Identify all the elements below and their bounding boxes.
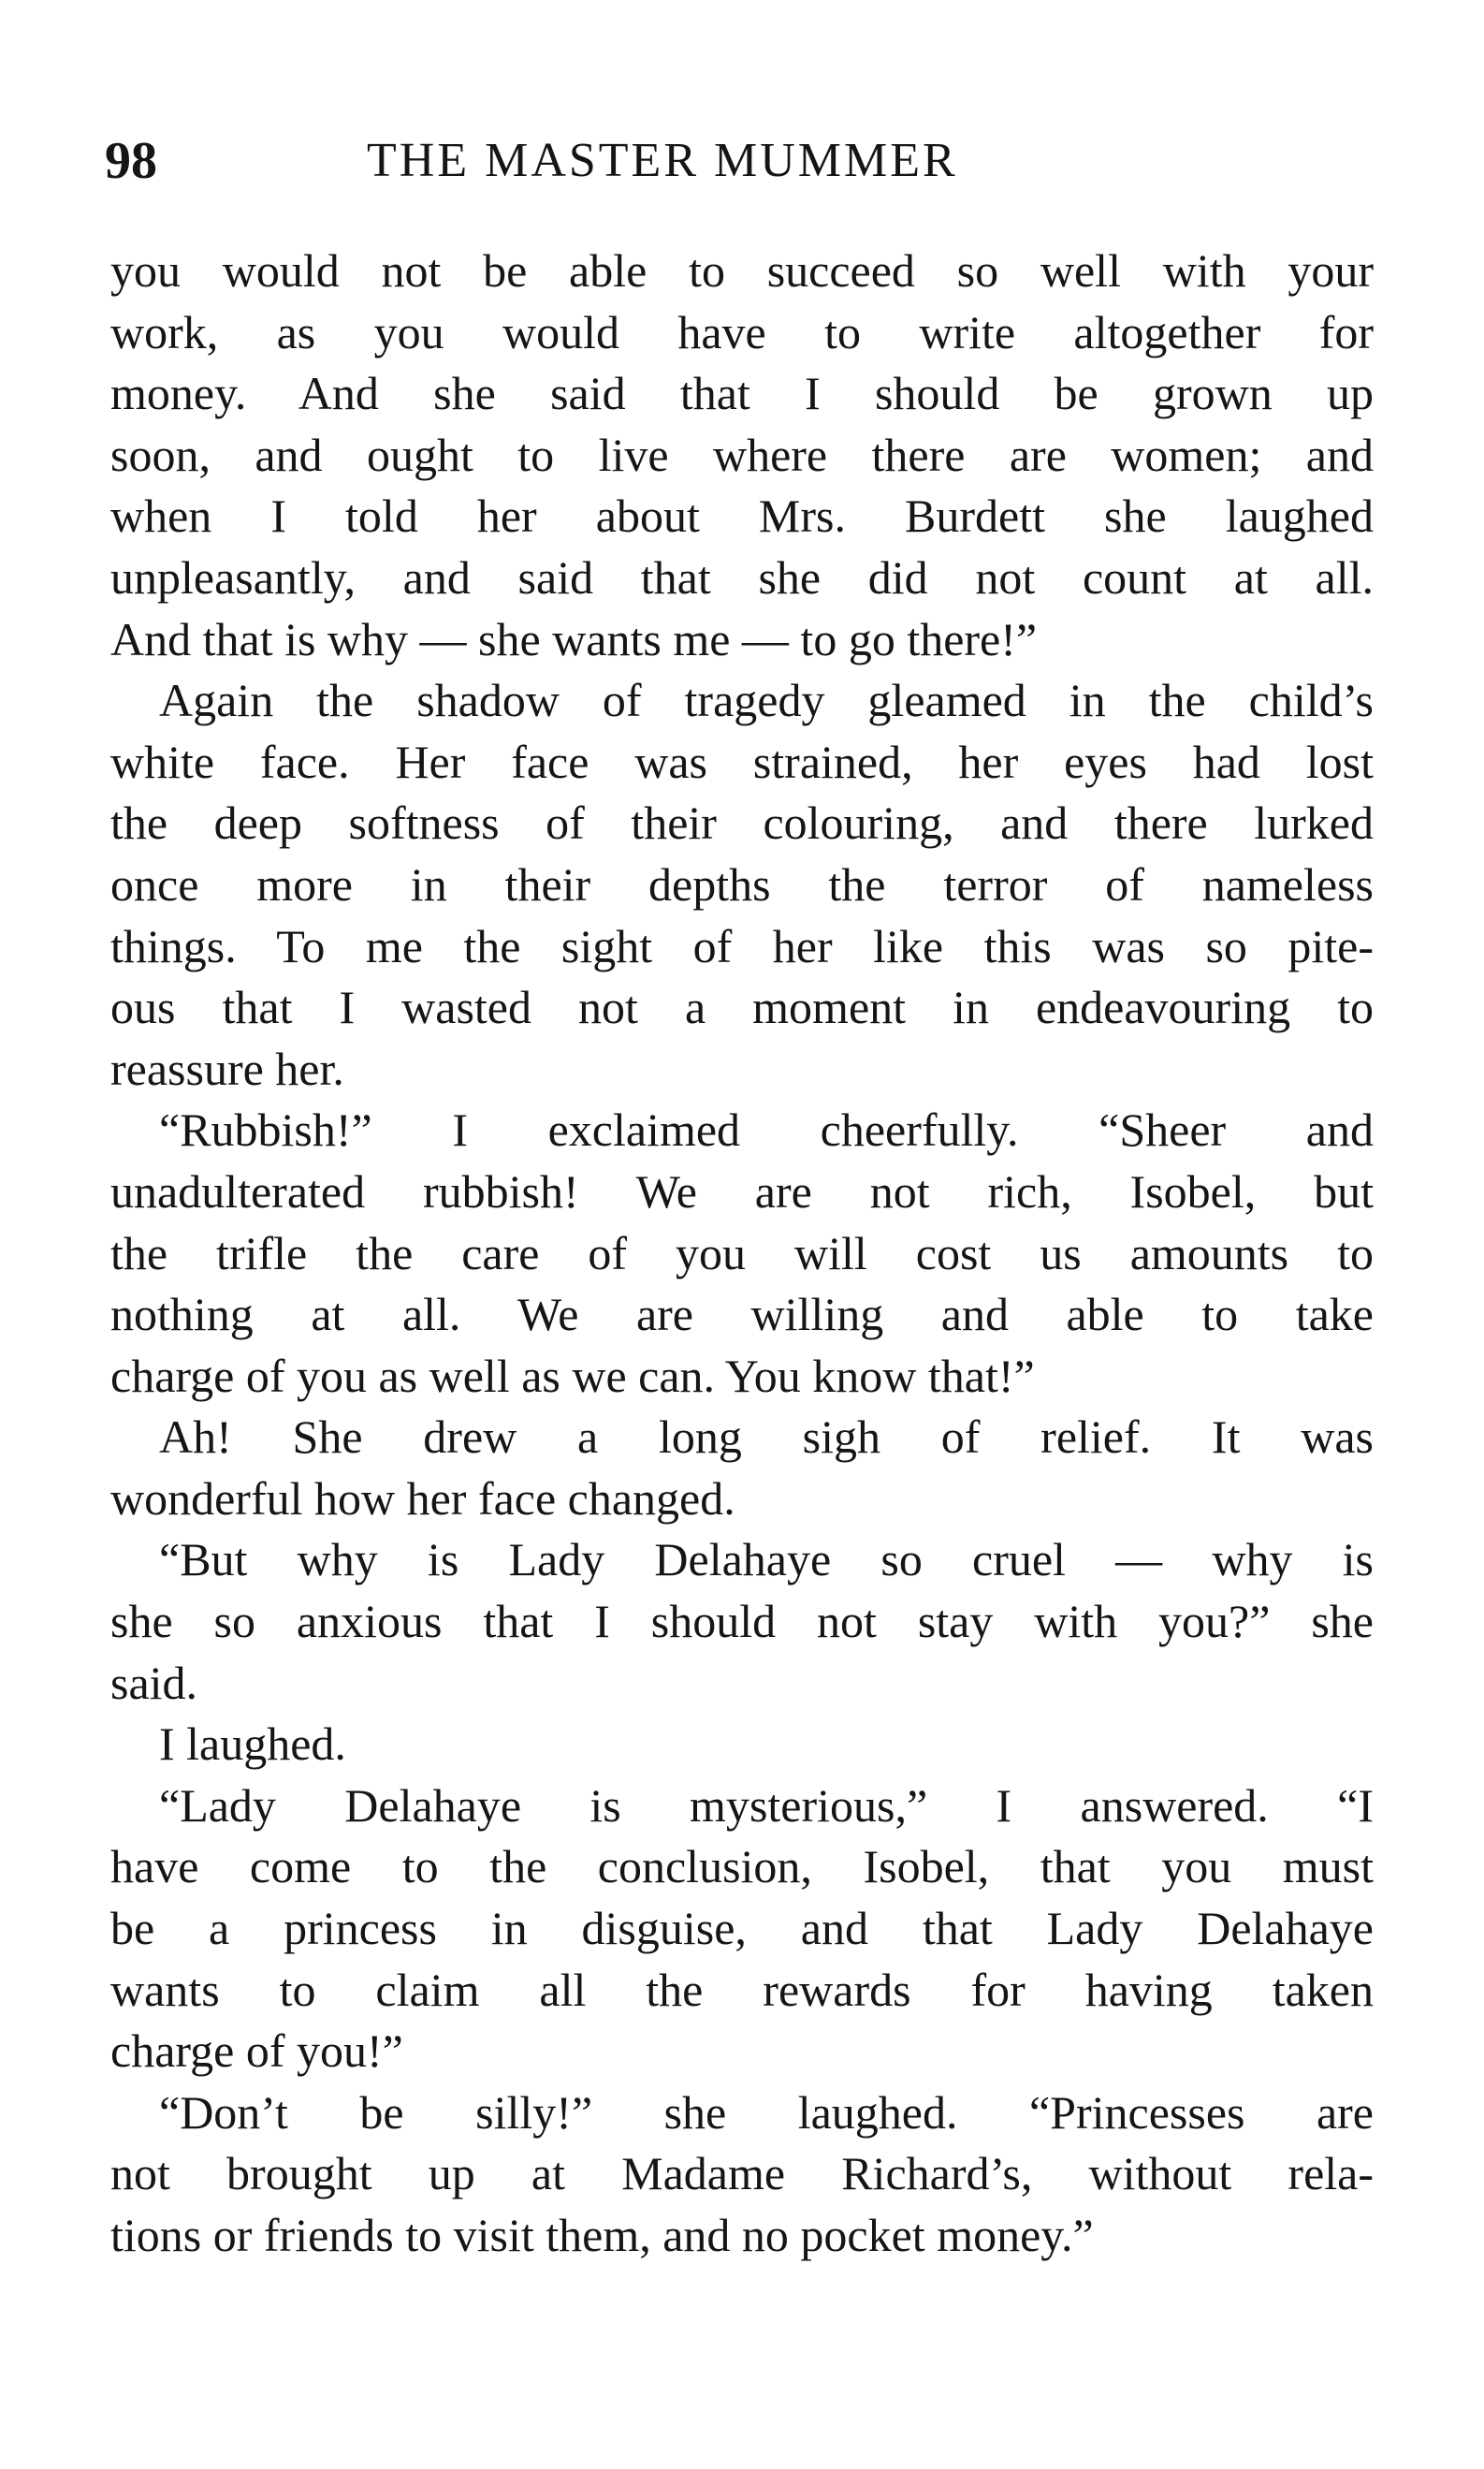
- text-line: Ah! She drew a long sigh of relief. It was: [159, 1410, 1374, 1464]
- text-line: the deep softness of their colouring, and there lurked: [110, 796, 1374, 850]
- text-line: “Rubbish!” I exclaimed cheerfully. “Sheer and: [159, 1103, 1374, 1157]
- page-header: [105, 124, 1374, 198]
- text-line: reassure her.: [110, 1042, 344, 1095]
- text-line: wonderful how her face changed.: [110, 1471, 735, 1525]
- text-line: And that is why — she wants me — to go there!”: [110, 612, 1038, 665]
- page-number: 98: [105, 132, 157, 190]
- text-line: tions or friends to visit them, and no pocket money.”: [110, 2209, 1094, 2261]
- running-title: THE MASTER MUMMER: [367, 134, 958, 187]
- text-line: wants to claim all the rewards for having taken: [110, 1963, 1374, 2016]
- text-line: once more in their depths the terror of nameless: [110, 857, 1374, 911]
- text-line: “Don’t be silly!” she laughed. “Princesses are: [159, 2085, 1374, 2139]
- text-line: the trifle the care of you will cost us amounts to: [110, 1226, 1374, 1279]
- text-line: things. To me the sight of her like this was so pite-: [110, 919, 1374, 972]
- text-line: “But why is Lady Delahaye so cruel — why is: [159, 1533, 1374, 1586]
- text-line: I laughed.: [159, 1717, 346, 1771]
- text-line: Again the shadow of tragedy gleamed in the child’s: [159, 674, 1374, 727]
- text-line: white face. Her face was strained, her eyes had lost: [110, 735, 1374, 788]
- text-line: soon, and ought to live where there are women; and: [110, 428, 1374, 481]
- text-line: charge of you as well as we can. You know that!”: [110, 1349, 1035, 1402]
- body-text: [110, 241, 1374, 2267]
- text-line: have come to the conclusion, Isobel, that you must: [110, 1840, 1374, 1893]
- text-line: said.: [110, 1656, 198, 1709]
- text-line: be a princess in disguise, and that Lady Delahaye: [110, 1902, 1374, 1955]
- text-line: unpleasantly, and said that she did not count at all.: [110, 550, 1374, 604]
- text-line: nothing at all. We are willing and able to take: [110, 1288, 1374, 1341]
- text-line: you would not be able to succeed so well with your: [110, 244, 1374, 297]
- text-line: money. And she said that I should be grown up: [110, 367, 1374, 420]
- text-line: she so anxious that I should not stay with you?” she: [110, 1595, 1374, 1648]
- text-line: charge of you!”: [110, 2024, 403, 2078]
- text-line: ous that I wasted not a moment in endeavouring to: [110, 981, 1374, 1034]
- text-line: when I told her about Mrs. Burdett she laughed: [110, 489, 1374, 543]
- text-line: not brought up at Madame Richard’s, without rela-: [110, 2147, 1374, 2200]
- text-line: unadulterated rubbish! We are not rich, Isobel, but: [110, 1164, 1374, 1218]
- text-line: “Lady Delahaye is mysterious,” I answered. “I: [159, 1778, 1374, 1832]
- text-line: work, as you would have to write altogether for: [110, 305, 1374, 358]
